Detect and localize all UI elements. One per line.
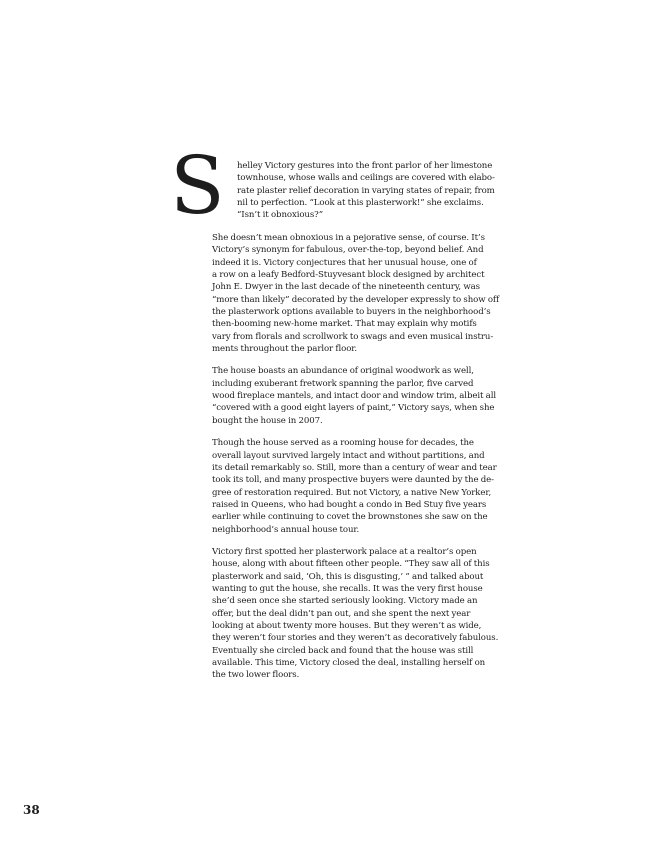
text-line: she’d seen once she started seriously looking. Victory made an [212,596,478,607]
text-line: Victory first spotted her plasterwork palace at a realtor’s open [212,546,477,557]
text-line: overall layout survived largely intact and without partitions, and [212,450,485,461]
paragraph [212,365,496,427]
text-line: “covered with a good eight layers of paint,” Victory says, when she [212,403,495,414]
text-line: the two lower floors. [212,670,300,681]
text-line: Victory’s synonym for fabulous, over-the-top, beyond belief. And [212,245,484,256]
lead-paragraph [170,139,495,232]
paragraph [212,437,497,536]
text-line: The house boasts an abundance of original woodwork as well, [212,366,474,377]
text-line: a row on a leafy Bedford-Stuyvesant block designed by architect [212,270,485,281]
text-line: vary from florals and scrollwork to swags and even musical instru- [212,331,494,342]
text-line: gree of restoration required. But not Victory, a native New Yorker, [212,487,492,498]
text-line: its detail remarkably so. Still, more than a century of wear and tear [212,462,497,473]
text-line: “Isn’t it obnoxious?” [237,210,323,221]
text-line: Though the house served as a rooming house for decades, the [212,438,474,449]
text-line: house, along with about fifteen other people. “They saw all of this [212,559,490,570]
article-body [170,139,500,692]
text-line: including exuberant fretwork spanning the parlor, five carved [212,378,474,389]
text-line: earlier while continuing to covet the brownstones she saw on the [212,512,488,523]
text-line: bought the house in 2007. [212,415,323,426]
text-line: the plasterwork options available to buyers in the neighborhood’s [212,307,491,318]
lead-text [237,160,495,222]
text-line: She doesn’t mean obnoxious in a pejorative sense, of course. It’s [212,233,485,243]
text-line: looking at about twenty more houses. But they weren’t as wide, [212,620,482,631]
text-line: then-booming new-home market. That may explain why motifs [212,319,477,330]
text-line: they weren’t four stories and they weren’t as decoratively fabulous. [212,633,499,644]
text-line: neighborhood’s annual house tour. [212,524,360,535]
text-line: plasterwork and said, ‘Oh, this is disgusting,’ ” and talked about [212,571,484,582]
text-line: “more than likely” decorated by the developer expressly to show off [212,294,500,305]
paragraph [212,232,500,355]
page-number: 38 [23,803,40,817]
drop-cap: S [170,139,225,232]
text-line: wood fireplace mantels, and intact door and window trim, albeit all [212,391,496,402]
text-line: John E. Dwyer in the last decade of the nineteenth century, was [212,282,480,293]
text-line: rate plaster relief decoration in varying states of repair, from [237,185,495,196]
paragraph [212,546,499,682]
text-line: wanting to gut the house, she recalls. It was the very first house [212,583,483,594]
text-line: Eventually she circled back and found that the house was still [212,645,474,656]
text-line: offer, but the deal didn’t pan out, and she spent the next year [212,608,471,619]
text-line: helley Victory gestures into the front parlor of her limestone [237,161,493,171]
text-line: took its toll, and many prospective buyers were daunted by the de- [212,475,494,486]
text-line: nil to perfection. “Look at this plasterwork!” she exclaims. [237,198,484,209]
text-line: available. This time, Victory closed the deal, installing herself on [212,658,486,668]
text-line: raised in Queens, who had bought a condo in Bed Stuy five years [212,499,487,510]
text-line: townhouse, whose walls and ceilings are covered with elabo- [237,173,495,184]
text-line: indeed it is. Victory conjectures that her unusual house, one of [212,257,477,268]
text-line: ments throughout the parlor floor. [212,344,357,355]
